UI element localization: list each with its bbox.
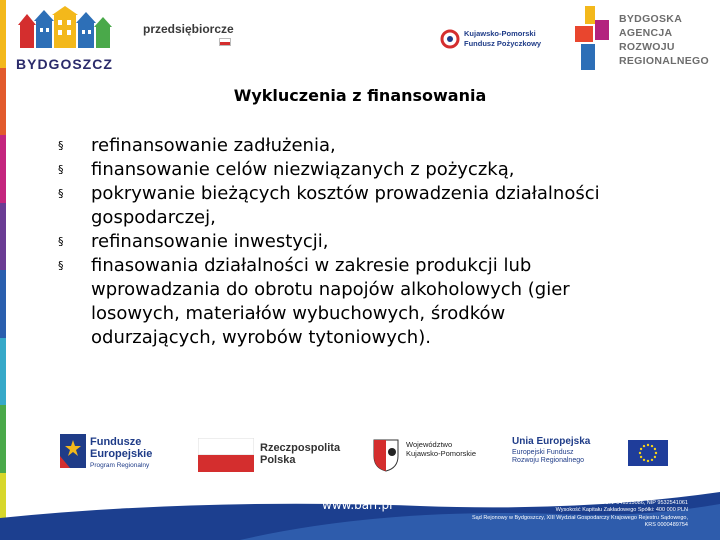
list-item-line: gospodarczej,: [91, 207, 216, 228]
kpfp-logo: [440, 27, 560, 55]
eu-star-icon: [651, 445, 653, 447]
section-bullet-icon: §: [58, 163, 64, 176]
eu-star-icon: [654, 456, 656, 458]
list-item: [58, 182, 698, 230]
list-item: [58, 158, 698, 182]
rp-line1: Rzeczpospolita: [260, 442, 341, 454]
website-link[interactable]: www.barr.pl: [322, 498, 393, 512]
list-item-line: finasowania działalności w zakresie produkcji lub: [91, 255, 532, 276]
rzeczpospolita-logo: [198, 436, 341, 478]
eu-star-icon: [651, 459, 653, 461]
poland-flag-icon: [198, 438, 254, 472]
eu-star-icon: [639, 452, 641, 454]
eu-star-icon: [643, 445, 645, 447]
company-info-line: Wysokość Kapitału Zakładowego Spółki: 400 000 PLN: [555, 507, 688, 513]
list-item-line: finansowanie celów niezwiązanych z pożyczką,: [91, 159, 515, 180]
section-bullet-icon: §: [58, 235, 64, 248]
bydgoszcz-houses-icon: [12, 6, 122, 56]
barr-block: [581, 44, 595, 70]
strip-segment: [0, 0, 6, 68]
ue-title: Unia Europejska: [512, 436, 591, 447]
eu-star-icon: [647, 460, 649, 462]
eu-star-icon: [643, 459, 645, 461]
barr-word-2: AGENCJA: [619, 27, 673, 39]
barr-logo: [575, 6, 715, 78]
ue-subtitle: [512, 449, 584, 465]
przedsiebiorcze-logo: [143, 22, 243, 52]
company-info-line: Sąd Rejonowy w Bydgoszczy, XIII Wydział Gospodarczy Krajowego Rejestru Sądowego,: [472, 514, 688, 521]
rp-line2: Polska: [260, 454, 296, 466]
barr-word-3: ROZWOJU: [619, 41, 675, 53]
company-info-line: REGON: 341315086, NIP 9532541061: [593, 499, 688, 506]
eu-star-icon: [640, 456, 642, 458]
section-bullet-icon: §: [58, 139, 64, 152]
barr-word-1: BYDGOSKA: [619, 13, 683, 25]
footer-bar: [0, 488, 720, 540]
barr-wordmark: [619, 12, 709, 68]
list-item-line: pokrywanie bieżących kosztów prowadzenia działalności: [91, 183, 600, 204]
strip-segment: [0, 405, 6, 473]
barr-block: [575, 26, 593, 42]
list-item: [58, 230, 698, 254]
bydgoszcz-wordmark: BYDGOSZCZ: [16, 56, 113, 72]
poland-flag-icon: [219, 38, 231, 46]
wkp-title: [406, 440, 476, 458]
fe-subtitle: Program Regionalny: [90, 462, 150, 469]
page-title: Wykluczenia z finansowania: [233, 86, 487, 105]
strip-segment: [0, 338, 6, 406]
company-info: [428, 492, 688, 530]
coat-of-arms-icon: [372, 438, 400, 472]
section-bullet-icon: §: [58, 259, 64, 272]
ue-line2: Rozwoju Regionalnego: [512, 457, 584, 464]
barr-block: [595, 20, 609, 40]
barr-word-4: REGIONALNEGO: [619, 55, 709, 67]
strip-segment: [0, 203, 6, 271]
wkp-line1: Województwo: [406, 440, 453, 449]
exclusions-list: [58, 134, 698, 350]
eu-flag-icon: [628, 440, 668, 466]
company-info-line: KRS 0000489754: [644, 522, 688, 528]
strip-segment: [0, 135, 6, 203]
list-item-line: losowych, materiałów wybuchowych, środków: [91, 303, 506, 324]
fe-line1: Fundusze: [90, 436, 142, 448]
list-item-line: refinansowanie zadłużenia,: [91, 135, 336, 156]
fe-title: [90, 436, 152, 460]
list-item-line: odurzających, wyrobów tytoniowych).: [91, 327, 431, 348]
list-item-line: wprowadzania do obrotu napojów alkoholowych (gier: [91, 279, 570, 300]
fe-star-icon: [60, 434, 86, 468]
ue-line1: Europejski Fundusz: [512, 449, 574, 456]
eu-star-icon: [640, 448, 642, 450]
section-bullet-icon: §: [58, 187, 64, 200]
company-info-line: Bydgoska Agencja Rozwoju Regionalnego Sp. z o.o.: [559, 492, 688, 498]
eu-star-icon: [654, 448, 656, 450]
kpfp-line2: Fundusz Pożyczkowy: [464, 39, 542, 48]
strip-segment: [0, 270, 6, 338]
bydgoszcz-logo: [12, 6, 122, 76]
fe-line2: Europejskie: [90, 448, 153, 460]
eu-star-icon: [655, 452, 657, 454]
color-strip: [0, 0, 6, 540]
barr-blocks-icon: [575, 6, 615, 72]
fundusze-europejskie-logo: [60, 434, 170, 484]
barr-block: [585, 6, 595, 24]
list-item-line: refinansowanie inwestycji,: [91, 231, 329, 252]
rp-title: [260, 442, 340, 466]
przedsiebiorcze-wordmark: przedsiębiorcze: [143, 22, 234, 36]
unia-europejska-logo: [510, 436, 660, 482]
kpfp-line1: Kujawsko-Pomorski: [464, 29, 536, 38]
list-item: [58, 254, 698, 350]
wkp-line2: Kujawsko-Pomorskie: [406, 449, 477, 458]
kpfp-emblem-icon: [440, 29, 460, 49]
eu-star-icon: [647, 444, 649, 446]
list-item: [58, 134, 698, 158]
wojewodztwo-logo: [372, 438, 502, 478]
